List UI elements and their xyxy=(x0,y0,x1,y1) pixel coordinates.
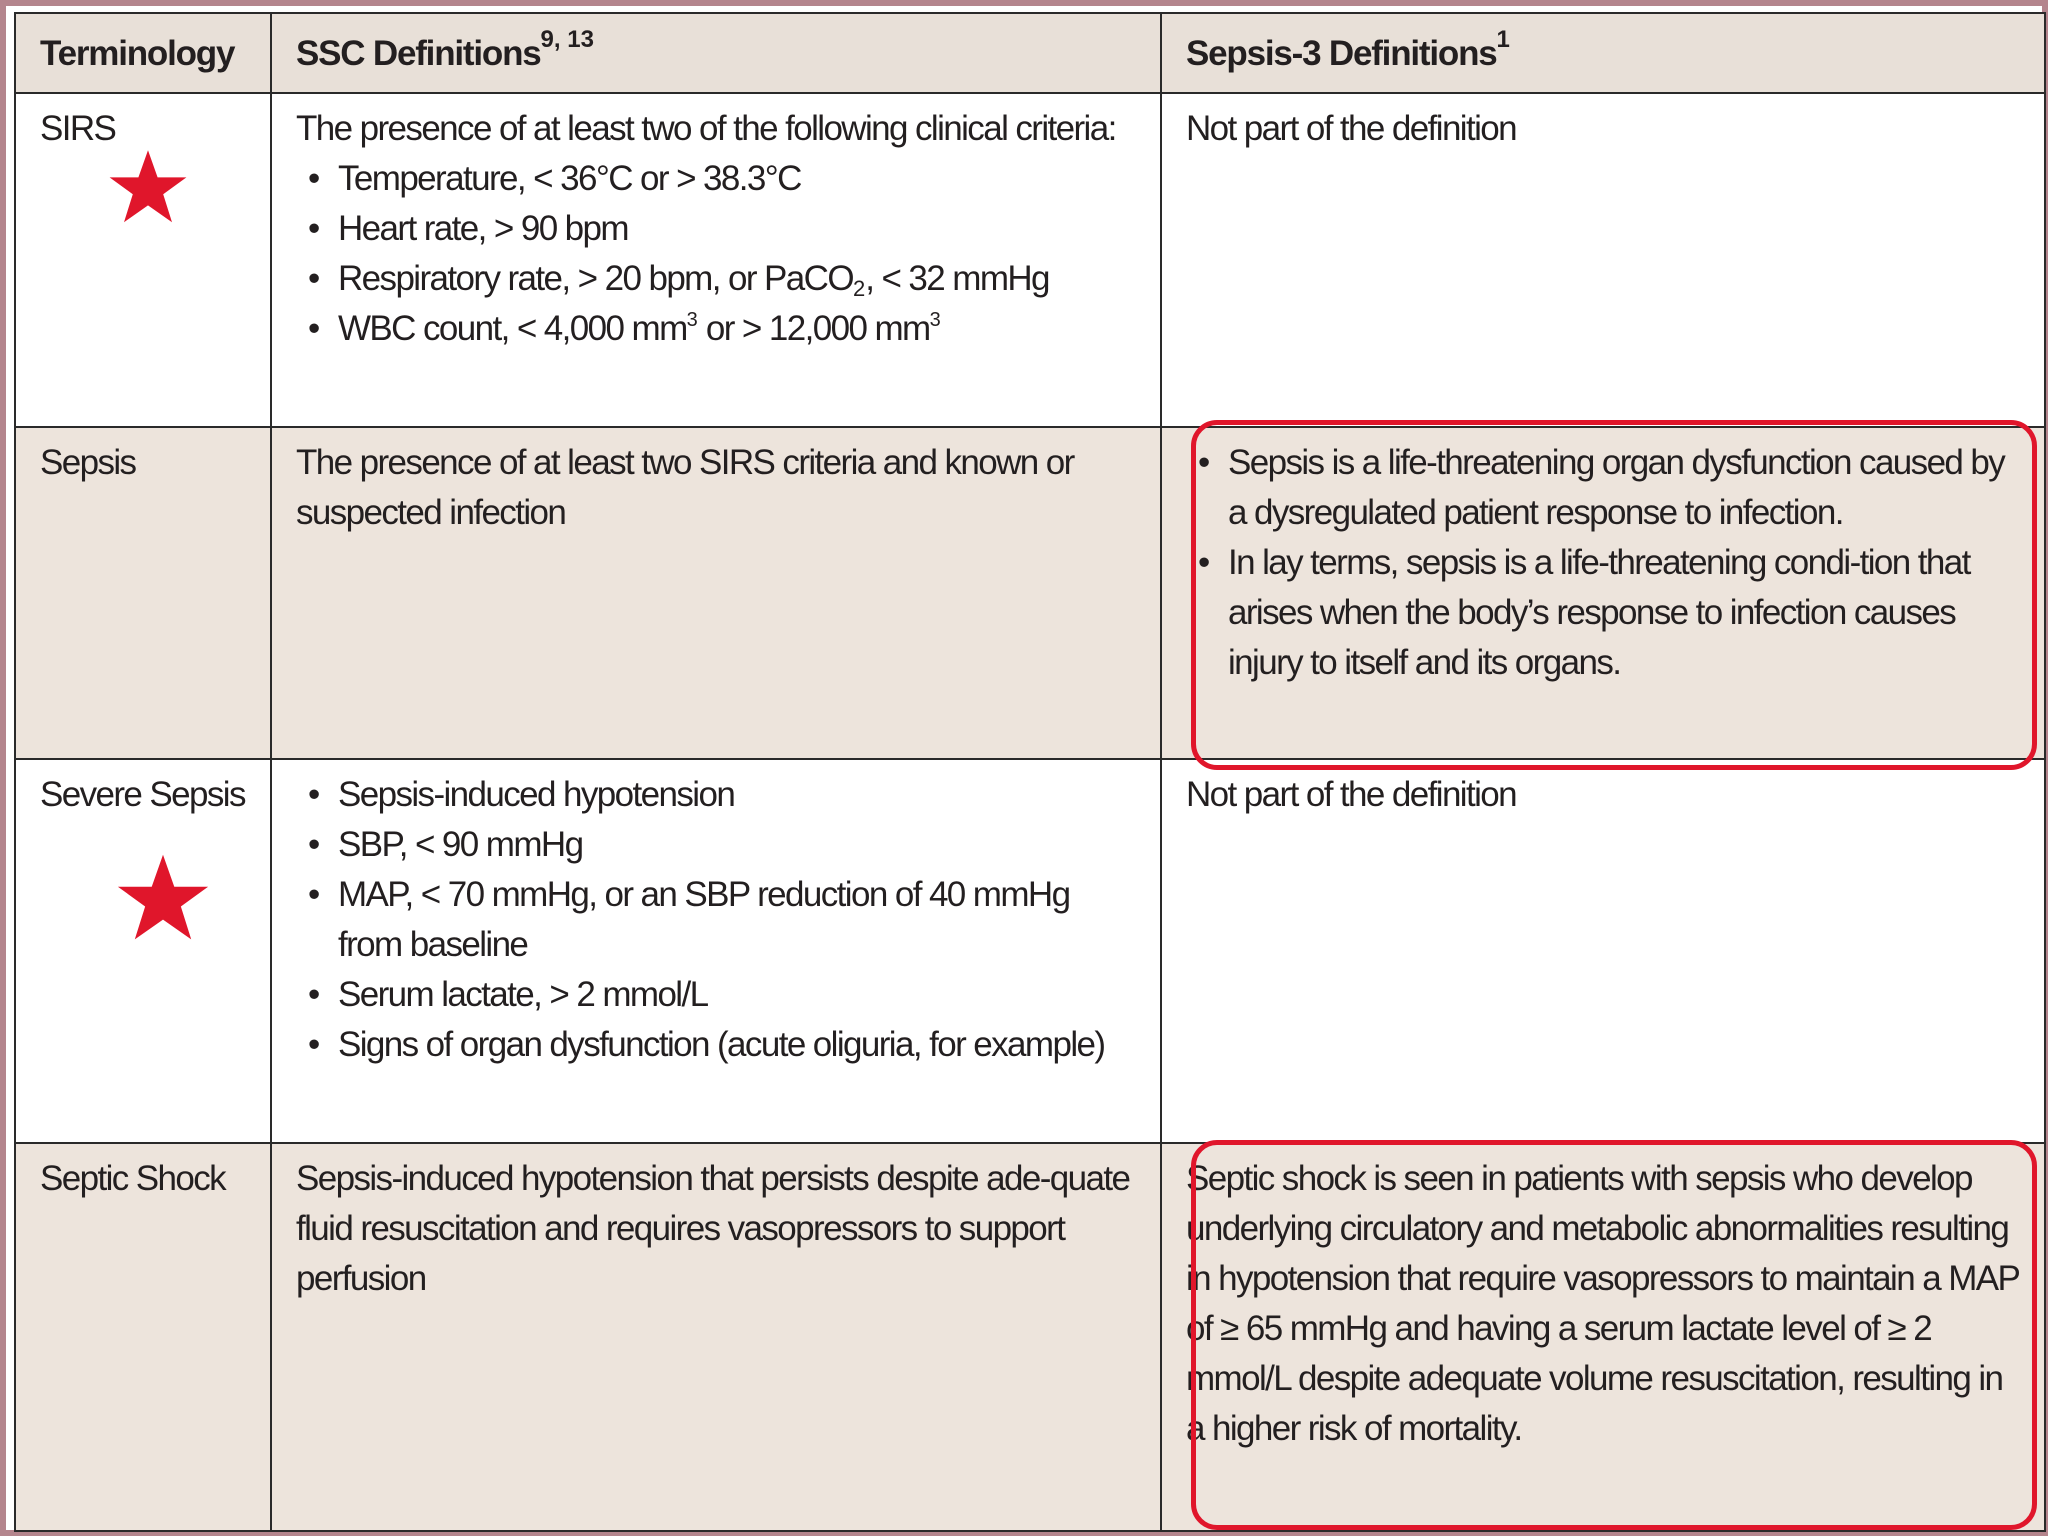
document-page xyxy=(6,6,2042,1530)
sepsis3-cell: Septic shock is seen in patients with sepsis who develop underlying circulatory and metabolic abnormalities resulting in hypotension that require vasopressors to maintain a MAP of ≥ 65 mmHg and having a serum lactate level of ≥ 2 mmol/L despite adequate volume resuscitation, resulting in a higher risk of mortality. xyxy=(1161,1143,2045,1531)
term-label: Severe Sepsis xyxy=(40,775,245,814)
list-item: • Temperature, < 36°C or > 38.3°C xyxy=(296,154,1136,204)
table-row-sirs xyxy=(15,93,2045,427)
header-row xyxy=(15,13,2045,93)
sepsis3-reference: 1 xyxy=(1496,26,1510,53)
ssc-reference: 9, 13 xyxy=(540,26,594,53)
sepsis3-cell: Not part of the definition xyxy=(1161,759,2045,1143)
header-ssc-definitions: SSC Definitions$^{9, 13}$ xyxy=(271,13,1161,93)
list-item: • Signs of organ dysfunction (acute oliguria, for example) xyxy=(296,1020,1136,1070)
term-cell xyxy=(15,427,271,759)
list-item: • Heart rate, > 90 bpm xyxy=(296,204,1136,254)
term-label: SIRS xyxy=(40,109,116,148)
list-item: • Sepsis-induced hypotension xyxy=(296,770,1136,820)
list-item: • Sepsis is a life-threatening organ dysfunction caused by a dysregulated patient response to infection. xyxy=(1186,438,2020,538)
ssc-criteria-list xyxy=(296,770,1136,1070)
sepsis3-list xyxy=(1186,438,2020,688)
list-item: • In lay terms, sepsis is a life-threatening condi-tion that arises when the body’s response to infection causes injury to itself and its organs. xyxy=(1186,538,2020,688)
ssc-cell: The presence of at least two SIRS criteria and known or suspected infection xyxy=(271,427,1161,759)
list-item: • SBP, < 90 mmHg xyxy=(296,820,1136,870)
sepsis3-cell: Not part of the definition xyxy=(1161,93,2045,427)
list-item: • Serum lactate, > 2 mmol/L xyxy=(296,970,1136,1020)
ssc-cell xyxy=(271,93,1161,427)
ssc-cell: Sepsis-induced hypotension that persists despite ade-quate fluid resuscitation and requires vasopressors to support perfusion xyxy=(271,1143,1161,1531)
list-item: • MAP, < 70 mmHg, or an SBP reduction of 40 mmHg from baseline xyxy=(296,870,1136,970)
table-row-septic-shock xyxy=(15,1143,2045,1531)
table-row-sepsis xyxy=(15,427,2045,759)
term-cell xyxy=(15,759,271,1143)
sepsis3-cell xyxy=(1161,427,2045,759)
table-row-severe-sepsis xyxy=(15,759,2045,1143)
sepsis-definitions-table xyxy=(14,12,2046,1532)
term-cell xyxy=(15,93,271,427)
list-item: • WBC count, < 4,000 $mm^3$ or > 12,000 $mm^3$ xyxy=(296,304,1136,354)
ssc-cell xyxy=(271,759,1161,1143)
term-cell xyxy=(15,1143,271,1531)
term-label: Sepsis xyxy=(40,443,136,482)
header-sepsis3-definitions: Sepsis-3 Definitions$^1$ xyxy=(1161,13,2045,93)
header-terminology: Terminology xyxy=(15,13,271,93)
list-item: • Respiratory rate, > 20 bpm, or PaCO$_2$, < 32 mmHg xyxy=(296,254,1136,304)
ssc-intro: The presence of at least two of the following clinical criteria: xyxy=(296,109,1116,148)
term-label: Septic Shock xyxy=(40,1159,226,1198)
ssc-criteria-list xyxy=(296,154,1136,354)
